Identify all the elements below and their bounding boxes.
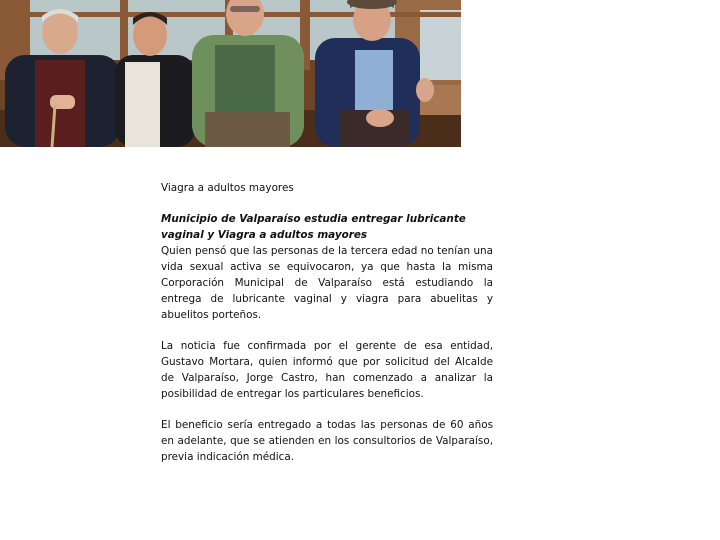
article-headline: Municipio de Valparaíso estudia entregar lubricante vaginal y Viagra a adultos mayores [161, 213, 466, 241]
article-paragraph: La noticia fue confirmada por el gerente de esa entidad, Gustavo Mortara, quien informó que por solicitud del Alcalde de Valparaíso, Jorge Castro, han comenzado a analizar la posibilidad de entregar los particulares beneficios. [161, 340, 493, 400]
article-paragraph: El beneficio sería entregado a todas las personas de 60 años en adelante, que se atienden en los consultorios de Valparaíso, previa indicación médica. [161, 419, 493, 463]
article-body [161, 180, 493, 480]
article-short-title: Viagra a adultos mayores [161, 182, 294, 194]
article-paragraph: Quien pensó que las personas de la tercera edad no tenían una vida sexual activa se equivocaron, ya que hasta la misma Corporación Municipal de Valparaíso está estudiando la entrega de lubricante vaginal y viagra para abuelitas y abuelitos porteños. [161, 245, 493, 321]
photo-illustration [0, 0, 461, 147]
article-photo [0, 0, 461, 147]
